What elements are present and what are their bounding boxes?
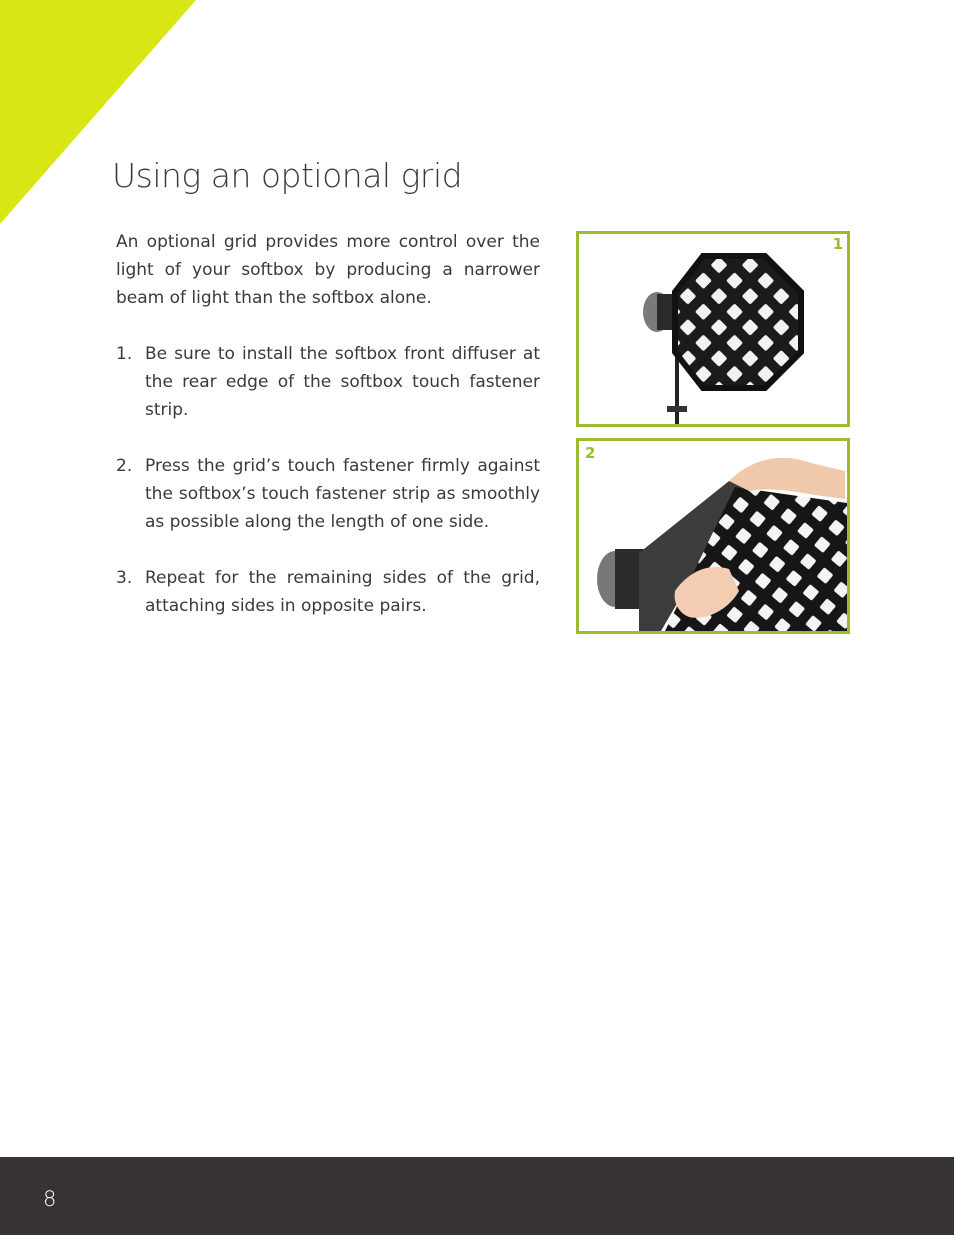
page-number: 8 <box>43 1187 57 1211</box>
softbox-grid-illustration <box>579 234 847 424</box>
footer-bar <box>0 1157 954 1235</box>
intro-paragraph: An optional grid provides more control over the light of your softbox by producing a narrower beam of light than the softbox alone. <box>116 232 540 308</box>
figure-label: 2 <box>585 444 596 462</box>
body-content <box>116 228 540 648</box>
step-text: Be sure to install the softbox front diffuser at the rear edge of the softbox touch fastener strip. <box>145 344 540 420</box>
step-item <box>116 564 540 620</box>
page-title: Using an optional grid <box>112 156 463 195</box>
steps-list <box>116 340 540 620</box>
attaching-grid-illustration <box>579 441 847 631</box>
step-number: 3. <box>116 568 133 588</box>
step-item <box>116 340 540 424</box>
step-item <box>116 452 540 536</box>
step-text: Repeat for the remaining sides of the grid, attaching sides in opposite pairs. <box>145 568 540 616</box>
figure-2-attaching-grid <box>576 438 850 634</box>
step-text: Press the grid’s touch fastener firmly against the softbox’s touch fastener strip as smoothly as possible along the length of one side. <box>145 456 540 532</box>
step-number: 1. <box>116 344 133 364</box>
step-number: 2. <box>116 456 133 476</box>
figure-1-softbox-with-grid <box>576 231 850 427</box>
figure-label: 1 <box>832 235 843 253</box>
